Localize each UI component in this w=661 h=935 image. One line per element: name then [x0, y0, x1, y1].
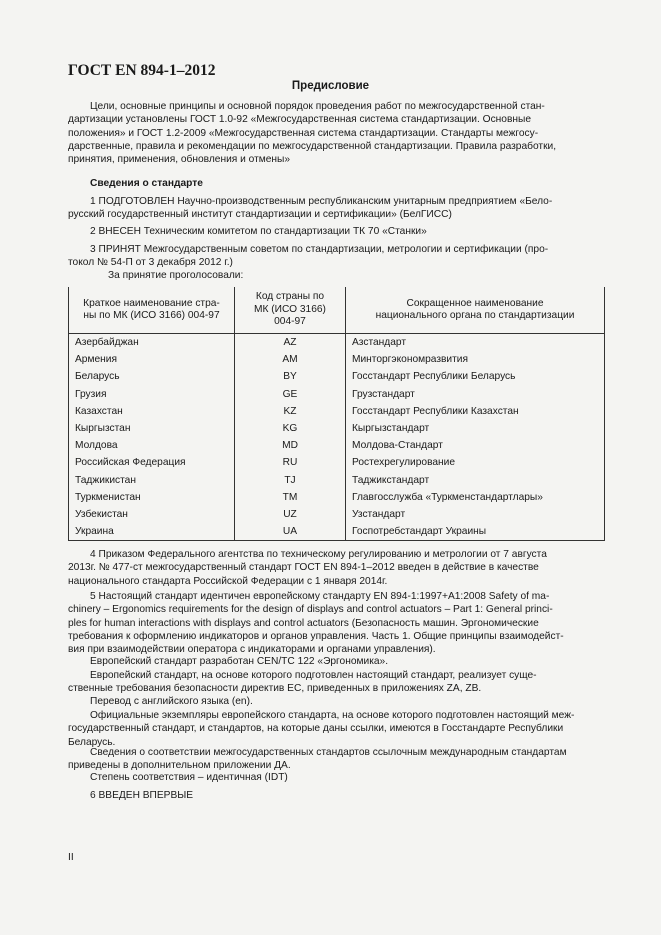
- table-row: [69, 351, 605, 368]
- item-3-line: 3 ПРИНЯТ Межгосударственным советом по стандартизации, метрологии и сертификации (про-: [90, 244, 549, 255]
- cell-code: BY: [235, 368, 346, 385]
- cell-code: UA: [235, 523, 346, 541]
- cell-code: GE: [235, 386, 346, 403]
- cell-organ: Минторгэкономразвития: [346, 351, 605, 368]
- table-row: [69, 334, 605, 352]
- cell-organ: Таджикстандарт: [346, 472, 605, 489]
- requirements-line: Европейский стандарт, на основе которого подготовлен настоящий стандарт, реализует суще-: [90, 670, 537, 681]
- page-title: Предисловие: [291, 80, 370, 92]
- page-number: II: [68, 852, 74, 863]
- intro-line: дарственные, правила и рекомендации по межгосударственной стандартизации. Правила разработки,: [68, 140, 557, 152]
- cell-organ: Госстандарт Республики Беларусь: [346, 368, 605, 385]
- item-4-line: 2013г. № 477-ст межгосударственный стандарт ГОСТ EN 894-1–2012 введен в действие в качестве: [68, 562, 539, 574]
- cell-organ: Грузстандарт: [346, 386, 605, 403]
- cell-country: Узбекистан: [69, 506, 235, 523]
- item-5-line: ples for human interactions with displays and control actuators (Безопасность машин. Эргономические: [68, 617, 539, 629]
- standard-designation: ГОСТ EN 894-1–2012: [68, 62, 216, 79]
- degree-paragraph: Степень соответствия – идентичная (IDT): [90, 772, 288, 783]
- item-6: 6 ВВЕДЕН ВПЕРВЫЕ: [90, 790, 194, 801]
- translation-paragraph: Перевод с английского языка (en).: [90, 696, 253, 707]
- item-4: [68, 548, 605, 588]
- cell-code: TM: [235, 489, 346, 506]
- cell-country: Туркменистан: [69, 489, 235, 506]
- copies-line: государственный стандарт, и стандартов, на которые даны ссылки, имеются в Госстандарте Республики: [68, 723, 564, 735]
- item-2: 2 ВНЕСЕН Техническим комитетом по стандартизации ТК 70 «Станки»: [90, 226, 427, 237]
- cell-code: TJ: [235, 472, 346, 489]
- table-header-organ: Сокращенное наименование национального органа по стандартизации: [346, 287, 605, 334]
- table-row: [69, 368, 605, 385]
- table-row: [69, 386, 605, 403]
- references-line: приведены в дополнительном приложении ДА.: [68, 760, 291, 772]
- table-header-code: Код страны по МК (ИСО 3166) 004-97: [235, 287, 346, 334]
- item-1: [68, 195, 605, 222]
- intro-paragraph: [68, 100, 605, 166]
- cell-code: AZ: [235, 334, 346, 352]
- cell-code: MD: [235, 437, 346, 454]
- table-row: [69, 420, 605, 437]
- info-heading: Сведения о стандарте: [90, 178, 203, 189]
- item-1-line: 1 ПОДГОТОВЛЕН Научно-производственным республиканским унитарным предприятием «Бело-: [90, 196, 553, 207]
- cell-organ: Главгосслужба «Туркменстандартлары»: [346, 489, 605, 506]
- cen-paragraph: Европейский стандарт разработан CEN/TC 122 «Эргономика».: [90, 656, 389, 667]
- intro-line: принятия, применения, обновления и отмены»: [68, 154, 291, 166]
- table-row: [69, 403, 605, 420]
- item-5-line: chinery – Ergonomics requirements for the design of displays and control actuators – Part 1: General princi-: [68, 604, 553, 616]
- voting-table: [68, 287, 605, 541]
- item-5-line: вия при взаимодействии оператора с индикаторами и органами управления).: [68, 644, 436, 656]
- cell-organ: Азстандарт: [346, 334, 605, 352]
- cell-country: Таджикистан: [69, 472, 235, 489]
- cell-country: Азербайджан: [69, 334, 235, 352]
- cell-organ: Молдова-Стандарт: [346, 437, 605, 454]
- item-4-line: национального стандарта Российской Федерации с 1 января 2014г.: [68, 575, 388, 587]
- cell-code: AM: [235, 351, 346, 368]
- cell-organ: Госпотребстандарт Украины: [346, 523, 605, 541]
- cell-code: KG: [235, 420, 346, 437]
- item-4-line: 4 Приказом Федерального агентства по техническому регулированию и метрологии от 7 августа: [90, 549, 547, 560]
- cell-country: Молдова: [69, 437, 235, 454]
- copies-paragraph: [68, 709, 605, 749]
- cell-country: Армения: [69, 351, 235, 368]
- item-5-line: 5 Настоящий стандарт идентичен европейскому стандарту EN 894-1:1997+A1:2008 Safety of ma-: [90, 591, 550, 602]
- table-row: [69, 472, 605, 489]
- cell-organ: Госстандарт Республики Казахстан: [346, 403, 605, 420]
- table-row: [69, 506, 605, 523]
- requirements-paragraph: [68, 669, 605, 696]
- table-header-row: [69, 287, 605, 334]
- table-row: [69, 437, 605, 454]
- item-1-line: русский государственный институт стандартизации и сертификации» (БелГИСС): [68, 209, 452, 221]
- table-row: [69, 489, 605, 506]
- references-paragraph: [68, 746, 605, 773]
- intro-line: Цели, основные принципы и основной порядок проведения работ по межгосударственной стан-: [90, 101, 545, 112]
- cell-code: KZ: [235, 403, 346, 420]
- intro-line: положения» и ГОСТ 1.2-2009 «Межгосударственная система стандартизации. Стандарты межгосу-: [68, 127, 539, 139]
- table-row: [69, 454, 605, 471]
- requirements-line: ственные требования безопасности директив ЕС, приведенных в приложениях ZA, ZB.: [68, 683, 482, 695]
- references-line: Сведения о соответствии межгосударственных стандартов ссылочным международным стандартам: [90, 747, 567, 758]
- copies-line: Беларусь.: [68, 736, 116, 748]
- table-header-country: Краткое наименование стра- ны по МК (ИСО 3166) 004-97: [69, 287, 235, 334]
- cell-code: UZ: [235, 506, 346, 523]
- cell-country: Беларусь: [69, 368, 235, 385]
- cell-country: Кыргызстан: [69, 420, 235, 437]
- cell-country: Грузия: [69, 386, 235, 403]
- copies-line: Официальные экземпляры европейского стандарта, на основе которого подготовлен настоящий меж-: [90, 710, 575, 721]
- cell-country: Украина: [69, 523, 235, 541]
- item-5: [68, 590, 605, 656]
- table-row: [69, 523, 605, 541]
- cell-organ: Кыргызстандарт: [346, 420, 605, 437]
- cell-organ: Узстандарт: [346, 506, 605, 523]
- item-3: [68, 243, 605, 270]
- cell-code: RU: [235, 454, 346, 471]
- item-3-line: токол № 54-П от 3 декабря 2012 г.): [68, 257, 233, 269]
- cell-country: Российская Федерация: [69, 454, 235, 471]
- cell-organ: Ростехрегулирование: [346, 454, 605, 471]
- cell-country: Казахстан: [69, 403, 235, 420]
- intro-line: дартизации установлены ГОСТ 1.0-92 «Межгосударственная система стандартизации. Основные: [68, 114, 531, 126]
- item-5-line: требования к оформлению индикаторов и органов управления. Часть 1. Общие принципы взаимодейст-: [68, 630, 564, 642]
- voted-label: За принятие проголосовали:: [108, 270, 244, 281]
